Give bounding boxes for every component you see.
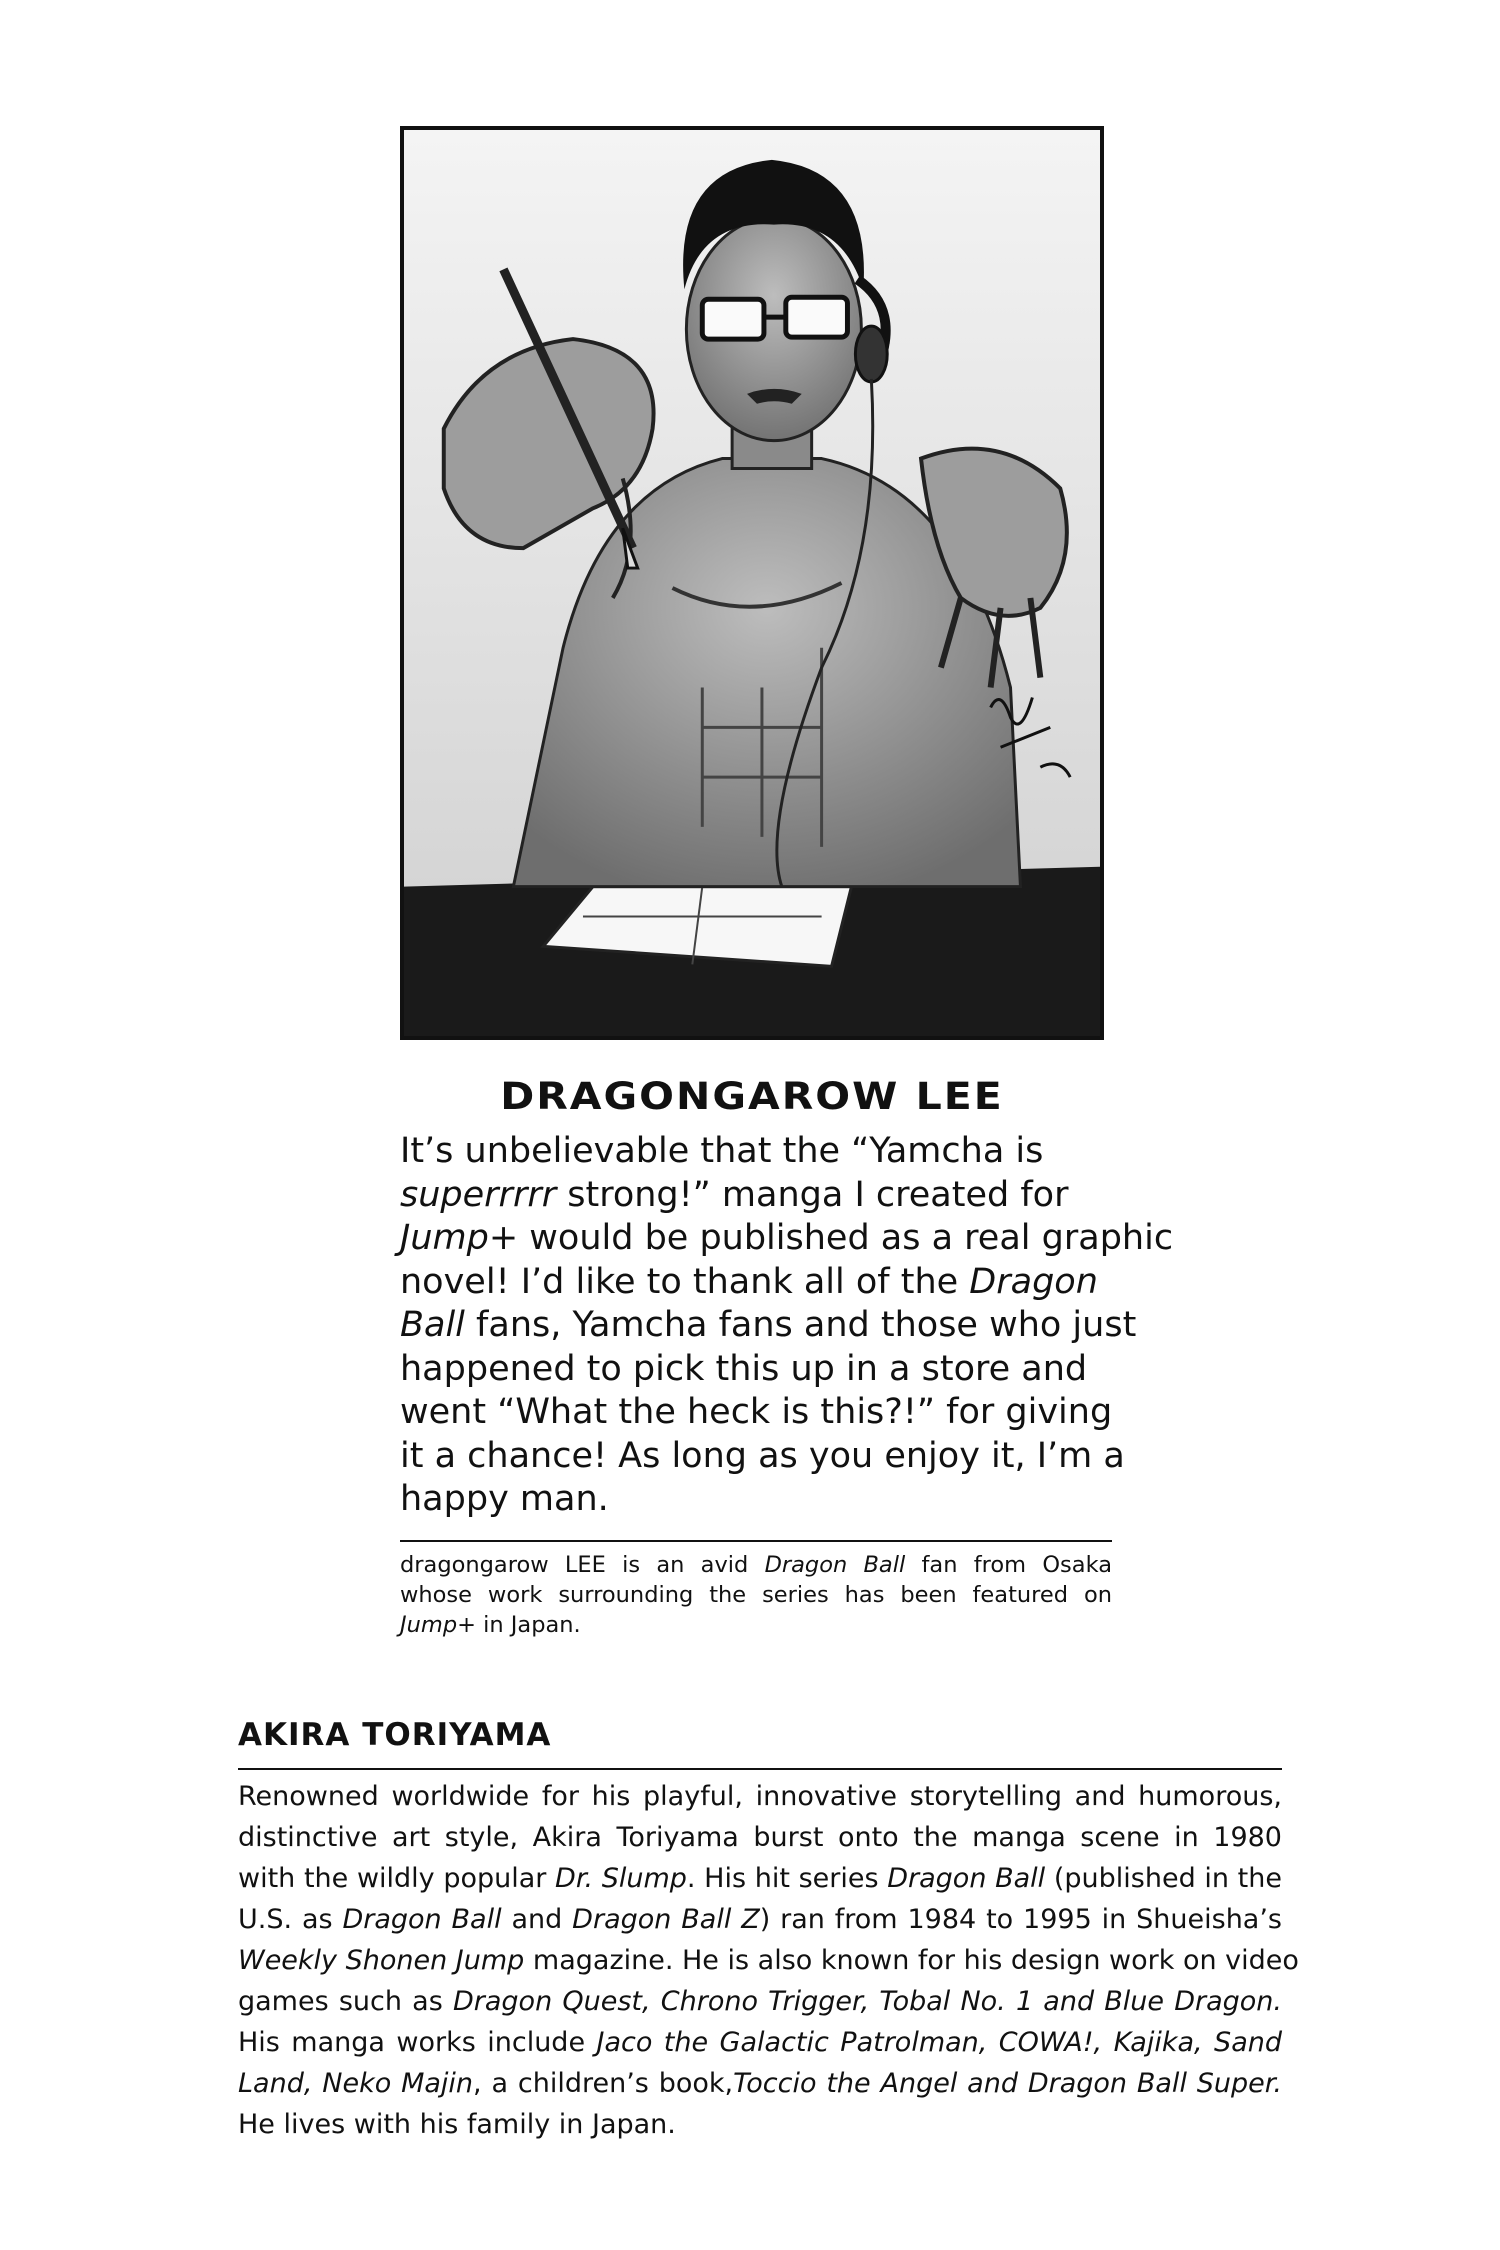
italic-title: Weekly Shonen Jump bbox=[238, 1945, 525, 1976]
glasses-left-lens bbox=[702, 299, 764, 339]
text-line: it a chance! As long as you enjoy it, I’m a bbox=[400, 1435, 1125, 1476]
text-line: happy man. bbox=[400, 1479, 609, 1519]
italic-title: Dragon bbox=[969, 1261, 1098, 1302]
italic-title: Dragon Ball bbox=[342, 1904, 502, 1935]
text-line: superrrrr strong!” manga I created for bbox=[400, 1174, 1069, 1215]
portrait-artwork bbox=[404, 130, 1100, 1036]
author-bio bbox=[238, 1776, 1299, 2145]
author-heading-rule bbox=[238, 1768, 1282, 1770]
glasses-right-lens bbox=[786, 297, 848, 337]
divider-rule bbox=[400, 1540, 1112, 1542]
text-line: His manga works include Jaco the Galactic Patrolman, COWA!, Kajika, Sand bbox=[238, 2027, 1282, 2058]
text-line: distinctive art style, Akira Toriyama burst onto the manga scene in 1980 bbox=[238, 1822, 1282, 1853]
text-line: He lives with his family in Japan. bbox=[238, 2109, 676, 2140]
italic-title: Jump+ bbox=[400, 1218, 519, 1258]
italic-title: Toccio the Angel and Dragon Ball Super. bbox=[733, 2068, 1282, 2099]
italic-title: Jump+ bbox=[400, 1612, 476, 1638]
text-line: Ball fans, Yamcha fans and those who just bbox=[400, 1305, 1137, 1345]
text-line: Jump+ would be published as a real graphic bbox=[400, 1218, 1174, 1258]
text-line: went “What the heck is this?!” for giving bbox=[400, 1392, 1113, 1432]
text-line: U.S. as Dragon Ball and Dragon Ball Z) ran from 1984 to 1995 in Shueisha’s bbox=[238, 1904, 1282, 1935]
italic-title: superrrrr bbox=[400, 1174, 557, 1215]
italic-title: Dragon Ball Z bbox=[572, 1904, 760, 1935]
text-line: happened to pick this up in a store and bbox=[400, 1348, 1088, 1389]
text-line: games such as Dragon Quest, Chrono Trigger, Tobal No. 1 and Blue Dragon. bbox=[238, 1986, 1282, 2017]
text-line: Weekly Shonen Jump magazine. He is also known for his design work on video bbox=[238, 1945, 1299, 1976]
text-line: Jump+ in Japan. bbox=[400, 1612, 581, 1638]
italic-title: Dragon Ball bbox=[887, 1863, 1046, 1894]
text-line: with the wildly popular Dr. Slump. His hit series Dragon Ball (published in the bbox=[238, 1863, 1282, 1894]
text-line: dragongarow LEE is an avid Dragon Ball fan from Osaka bbox=[400, 1552, 1112, 1578]
text-line: novel! I’d like to thank all of the Dragon bbox=[400, 1261, 1098, 1302]
italic-title: Dragon Ball bbox=[764, 1552, 906, 1578]
text-line: It’s unbelievable that the “Yamcha is bbox=[400, 1131, 1044, 1171]
artist-comment bbox=[400, 1130, 1174, 1522]
author-name-heading: AKIRA TORIYAMA bbox=[238, 1717, 552, 1753]
italic-title: Jaco the Galactic Patrolman, COWA!, Kajika, Sand bbox=[596, 2027, 1282, 2058]
text-line: whose work surrounding the series has been featured on bbox=[400, 1582, 1112, 1608]
artist-bio bbox=[400, 1550, 1112, 1640]
italic-title: Ball bbox=[400, 1305, 465, 1345]
italic-title: Dr. Slump bbox=[555, 1863, 687, 1894]
text-line: Land, Neko Majin, a children’s book,Toccio the Angel and Dragon Ball Super. bbox=[238, 2068, 1282, 2099]
italic-title: Land, Neko Majin bbox=[238, 2068, 474, 2099]
artist-name-heading: DRAGONGAROW LEE bbox=[500, 1073, 1004, 1119]
artist-portrait-illustration bbox=[400, 126, 1104, 1040]
italic-title: Dragon Quest, Chrono Trigger, Tobal No. 1 and Blue Dragon. bbox=[452, 1986, 1282, 2017]
text-line: Renowned worldwide for his playful, innovative storytelling and humorous, bbox=[238, 1781, 1282, 1812]
